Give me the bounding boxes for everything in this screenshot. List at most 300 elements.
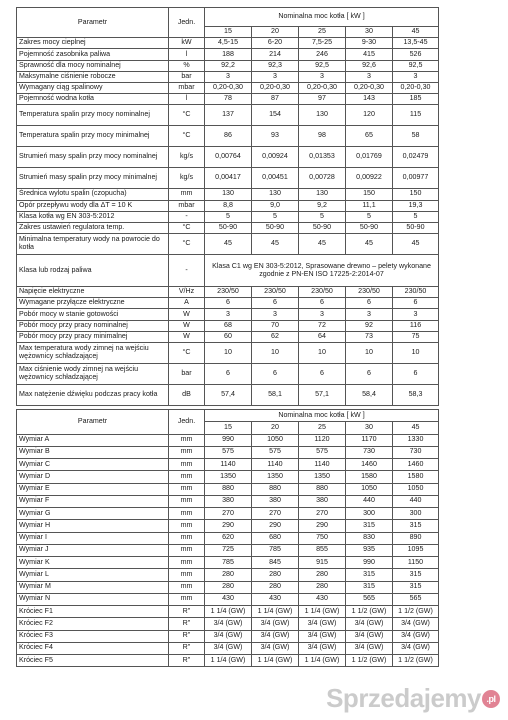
value-cell: 150 (346, 189, 393, 200)
value-cell: 290 (205, 520, 252, 532)
value-cell: 230/50 (346, 287, 393, 298)
value-cell: 3/4 (GW) (299, 618, 346, 630)
table-row (17, 82, 439, 93)
value-cell: 1350 (299, 471, 346, 483)
unit-cell: R" (169, 630, 205, 642)
value-cell: 1 1/2 (GW) (346, 655, 393, 667)
value-cell: 280 (252, 581, 299, 593)
value-cell: 280 (299, 581, 346, 593)
unit-cell: °C (169, 222, 205, 233)
value-cell: 1330 (393, 434, 439, 446)
value-cell: 130 (299, 189, 346, 200)
value-cell: 92,6 (346, 60, 393, 71)
value-cell: 1350 (252, 471, 299, 483)
table-row (17, 309, 439, 320)
header-unit: Jedn. (169, 410, 205, 435)
value-cell: 440 (393, 495, 439, 507)
value-cell: 3/4 (GW) (252, 642, 299, 654)
unit-cell: dB (169, 385, 205, 406)
unit-cell: bar (169, 71, 205, 82)
value-cell: 6-20 (252, 38, 299, 49)
value-cell: 45 (252, 234, 299, 255)
value-cell: 68 (205, 320, 252, 331)
param-cell: Wymiar J (17, 544, 169, 556)
unit-cell: kg/s (169, 147, 205, 168)
watermark-text: Sprzedajemy (326, 683, 481, 713)
table-row (17, 642, 439, 654)
value-cell: 1 1/4 (GW) (252, 606, 299, 618)
value-cell: 0,20-0,30 (299, 82, 346, 93)
value-cell: 730 (346, 446, 393, 458)
unit-cell: mm (169, 544, 205, 556)
value-cell: 575 (252, 446, 299, 458)
param-cell: Strumień masy spalin przy mocy nominalnej (17, 147, 169, 168)
table-row (17, 222, 439, 233)
value-cell: 725 (205, 544, 252, 556)
value-cell: 1 1/2 (GW) (393, 606, 439, 618)
unit-cell: mm (169, 557, 205, 569)
unit-cell: °C (169, 234, 205, 255)
value-cell: 3 (252, 309, 299, 320)
value-cell: 130 (299, 105, 346, 126)
value-cell: 280 (205, 569, 252, 581)
value-cell: 1 1/2 (GW) (393, 655, 439, 667)
param-cell: Wymiar I (17, 532, 169, 544)
value-cell: 10 (346, 343, 393, 364)
table-row (17, 60, 439, 71)
table-row (17, 255, 439, 287)
table-row (17, 655, 439, 667)
value-cell: 3 (346, 71, 393, 82)
value-cell: 230/50 (252, 287, 299, 298)
value-cell: 1140 (252, 459, 299, 471)
value-cell: 270 (205, 508, 252, 520)
value-cell: 10 (299, 343, 346, 364)
header-row (17, 8, 439, 27)
value-cell: 50-90 (252, 222, 299, 233)
header-param: Parametr (17, 8, 169, 38)
unit-cell: °C (169, 126, 205, 147)
param-cell: Max natężenie dźwięku podczas pracy kotła (17, 385, 169, 406)
value-cell: 0,01353 (299, 147, 346, 168)
value-cell: 750 (299, 532, 346, 544)
value-cell: 92,5 (393, 60, 439, 71)
param-cell: Opór przepływu wody dla ΔT = 10 K (17, 200, 169, 211)
value-cell: 3 (252, 71, 299, 82)
value-cell: 380 (205, 495, 252, 507)
value-cell: 1 1/4 (GW) (252, 655, 299, 667)
value-cell: 1140 (299, 459, 346, 471)
unit-cell: mm (169, 532, 205, 544)
value-cell: 3/4 (GW) (299, 642, 346, 654)
value-cell: 75 (393, 331, 439, 342)
value-cell: 380 (299, 495, 346, 507)
param-cell: Wymiar H (17, 520, 169, 532)
param-cell: Króciec F1 (17, 606, 169, 618)
value-cell: 3 (393, 71, 439, 82)
param-cell: Wymiar F (17, 495, 169, 507)
value-cell: 97 (299, 94, 346, 105)
value-cell: 10 (205, 343, 252, 364)
value-cell: 45 (393, 234, 439, 255)
value-cell: 188 (205, 49, 252, 60)
value-cell: 9,0 (252, 200, 299, 211)
value-cell: 270 (299, 508, 346, 520)
boiler-specs-table (16, 7, 439, 406)
value-cell: 87 (252, 94, 299, 105)
value-cell: 45 (205, 234, 252, 255)
table-row (17, 71, 439, 82)
value-cell: 6 (252, 298, 299, 309)
value-cell: 880 (205, 483, 252, 495)
value-cell: 380 (252, 495, 299, 507)
value-cell: 3 (346, 309, 393, 320)
value-cell: 5 (252, 211, 299, 222)
value-cell: 57,1 (299, 385, 346, 406)
value-cell: 92,5 (299, 60, 346, 71)
value-cell: 315 (346, 569, 393, 581)
value-cell: 5 (393, 211, 439, 222)
param-cell: Temperatura spalin przy mocy nominalnej (17, 105, 169, 126)
value-cell: 3/4 (GW) (299, 630, 346, 642)
value-cell: 315 (393, 581, 439, 593)
value-cell: 92 (346, 320, 393, 331)
value-cell: 3/4 (GW) (393, 618, 439, 630)
value-cell: 3 (205, 71, 252, 82)
table-row (17, 434, 439, 446)
param-cell: Wymiar A (17, 434, 169, 446)
value-cell: 6 (205, 298, 252, 309)
param-cell: Wymiar M (17, 581, 169, 593)
table-row (17, 287, 439, 298)
unit-cell: mm (169, 593, 205, 605)
value-cell: 1120 (299, 434, 346, 446)
table-row (17, 364, 439, 385)
value-cell: 0,20-0,30 (393, 82, 439, 93)
param-cell: Zakres ustawień regulatora temp. (17, 222, 169, 233)
value-cell: 855 (299, 544, 346, 556)
value-cell: 0,20-0,30 (252, 82, 299, 93)
value-cell: 120 (346, 105, 393, 126)
table-row (17, 557, 439, 569)
value-cell: 290 (252, 520, 299, 532)
param-cell: Pobór mocy przy pracy minimalnej (17, 331, 169, 342)
table-row (17, 520, 439, 532)
unit-cell: R" (169, 618, 205, 630)
param-cell: Wymiar L (17, 569, 169, 581)
param-cell: Klasa kotła wg EN 303-5:2012 (17, 211, 169, 222)
value-cell: 19,3 (393, 200, 439, 211)
value-cell: 1 1/4 (GW) (205, 606, 252, 618)
value-cell: 1350 (205, 471, 252, 483)
value-cell: 3/4 (GW) (252, 618, 299, 630)
value-cell: 0,00922 (346, 168, 393, 189)
param-cell: Wymiar D (17, 471, 169, 483)
table-row (17, 38, 439, 49)
value-cell: 0,00977 (393, 168, 439, 189)
param-cell: Wymiar K (17, 557, 169, 569)
param-cell: Pobór mocy przy pracy nominalnej (17, 320, 169, 331)
table-row (17, 508, 439, 520)
table-row (17, 343, 439, 364)
value-cell: 0,02479 (393, 147, 439, 168)
value-cell: 1460 (346, 459, 393, 471)
unit-cell: mm (169, 581, 205, 593)
table-row (17, 606, 439, 618)
value-cell: 890 (393, 532, 439, 544)
table-row (17, 459, 439, 471)
value-cell: 1 1/4 (GW) (205, 655, 252, 667)
param-cell: Wymiar N (17, 593, 169, 605)
unit-cell: mm (169, 569, 205, 581)
unit-cell: mm (169, 471, 205, 483)
header-power: 45 (393, 27, 439, 38)
value-cell: 9-30 (346, 38, 393, 49)
value-cell: 1050 (252, 434, 299, 446)
value-cell: 430 (299, 593, 346, 605)
value-cell: 3/4 (GW) (205, 618, 252, 630)
unit-cell: mm (169, 508, 205, 520)
value-cell: 1095 (393, 544, 439, 556)
unit-cell: % (169, 60, 205, 71)
header-param: Parametr (17, 410, 169, 435)
value-cell: 990 (205, 434, 252, 446)
param-cell: Sprawność dla mocy nominalnej (17, 60, 169, 71)
value-cell: 0,00764 (205, 147, 252, 168)
unit-cell: mm (169, 189, 205, 200)
value-cell: 845 (252, 557, 299, 569)
table-row (17, 126, 439, 147)
table-row (17, 593, 439, 605)
value-cell: 3 (393, 309, 439, 320)
value-cell: 3/4 (GW) (205, 642, 252, 654)
value-cell: 50-90 (393, 222, 439, 233)
value-cell: 115 (393, 105, 439, 126)
value-cell: 6 (205, 364, 252, 385)
value-cell: 13,5-45 (393, 38, 439, 49)
param-cell: Pobór mocy w stanie gotowości (17, 309, 169, 320)
table-row (17, 168, 439, 189)
value-cell: 830 (346, 532, 393, 544)
table-row (17, 200, 439, 211)
table-row (17, 234, 439, 255)
value-cell: 93 (252, 126, 299, 147)
unit-cell: R" (169, 606, 205, 618)
value-cell: 880 (252, 483, 299, 495)
value-cell: 65 (346, 126, 393, 147)
param-cell: Napięcie elektryczne (17, 287, 169, 298)
value-cell: 785 (205, 557, 252, 569)
value-cell: 430 (205, 593, 252, 605)
value-cell: 6 (346, 364, 393, 385)
boiler-dimensions-table (16, 409, 439, 667)
value-cell: 0,00728 (299, 168, 346, 189)
table-row (17, 147, 439, 168)
value-cell: 246 (299, 49, 346, 60)
value-cell: 1460 (393, 459, 439, 471)
unit-cell: mm (169, 520, 205, 532)
table-row (17, 385, 439, 406)
value-cell: 57,4 (205, 385, 252, 406)
value-cell: 58,4 (346, 385, 393, 406)
value-cell: 935 (346, 544, 393, 556)
value-cell: 3/4 (GW) (393, 642, 439, 654)
header-power-group: Nominalna moc kotła [ kW ] (205, 8, 439, 27)
value-cell: 1 1/4 (GW) (299, 655, 346, 667)
value-cell: 230/50 (205, 287, 252, 298)
table-row (17, 495, 439, 507)
header-power: 25 (299, 27, 346, 38)
value-cell: 4,5-15 (205, 38, 252, 49)
value-cell: 6 (393, 364, 439, 385)
table-row (17, 618, 439, 630)
param-cell: Króciec F3 (17, 630, 169, 642)
param-cell: Max ciśnienie wody zimnej na wejściu wężownicy schładzającej (17, 364, 169, 385)
param-cell: Wymagane przyłącze elektryczne (17, 298, 169, 309)
value-cell: 60 (205, 331, 252, 342)
param-cell: Wymiar E (17, 483, 169, 495)
value-cell: 45 (346, 234, 393, 255)
unit-cell: kW (169, 38, 205, 49)
value-cell: 680 (252, 532, 299, 544)
value-cell: 58,3 (393, 385, 439, 406)
value-cell: 1580 (346, 471, 393, 483)
value-cell: 50-90 (299, 222, 346, 233)
table-row (17, 189, 439, 200)
param-cell: Króciec F5 (17, 655, 169, 667)
value-cell: 58 (393, 126, 439, 147)
value-cell: 50-90 (346, 222, 393, 233)
value-cell: 0,20-0,30 (205, 82, 252, 93)
value-cell: 64 (299, 331, 346, 342)
value-cell: 45 (299, 234, 346, 255)
value-cell: 0,00924 (252, 147, 299, 168)
unit-cell: mm (169, 495, 205, 507)
table-row (17, 331, 439, 342)
value-cell: 990 (346, 557, 393, 569)
value-cell: 1170 (346, 434, 393, 446)
unit-cell: R" (169, 655, 205, 667)
param-cell: Klasa lub rodzaj paliwa (17, 255, 169, 287)
table-row (17, 569, 439, 581)
value-cell: 6 (252, 364, 299, 385)
unit-cell: mbar (169, 200, 205, 211)
unit-cell: mm (169, 434, 205, 446)
param-cell: Max temperatura wody zimnej na wejściu wężownicy schładzającej (17, 343, 169, 364)
param-cell: Wymiar C (17, 459, 169, 471)
value-cell: 150 (393, 189, 439, 200)
value-cell: 1050 (346, 483, 393, 495)
value-cell: 785 (252, 544, 299, 556)
table-row (17, 471, 439, 483)
value-cell: 3/4 (GW) (393, 630, 439, 642)
param-cell: Maksymalne ciśnienie robocze (17, 71, 169, 82)
value-cell: 1140 (205, 459, 252, 471)
value-cell: 430 (252, 593, 299, 605)
value-cell: 5 (299, 211, 346, 222)
value-cell: 1150 (393, 557, 439, 569)
value-cell: 11,1 (346, 200, 393, 211)
value-cell: 92,3 (252, 60, 299, 71)
value-cell: 70 (252, 320, 299, 331)
param-cell: Wymiar G (17, 508, 169, 520)
value-cell: 3/4 (GW) (205, 630, 252, 642)
value-cell: 3/4 (GW) (346, 618, 393, 630)
value-cell: 5 (346, 211, 393, 222)
value-cell: 1 1/4 (GW) (299, 606, 346, 618)
value-cell: 92,2 (205, 60, 252, 71)
value-cell: 0,00417 (205, 168, 252, 189)
value-cell: 575 (299, 446, 346, 458)
table-row (17, 105, 439, 126)
header-power: 20 (252, 422, 299, 434)
value-cell: 3/4 (GW) (346, 630, 393, 642)
value-cell: 290 (299, 520, 346, 532)
value-cell: 315 (346, 520, 393, 532)
table-row (17, 320, 439, 331)
unit-cell: °C (169, 343, 205, 364)
header-row (17, 410, 439, 422)
value-cell: 10 (252, 343, 299, 364)
value-cell: 565 (393, 593, 439, 605)
value-cell: 10 (393, 343, 439, 364)
value-cell: 0,00451 (252, 168, 299, 189)
value-cell: 143 (346, 94, 393, 105)
value-cell: 154 (252, 105, 299, 126)
value-cell: 915 (299, 557, 346, 569)
param-cell: Wymagany ciąg spalinowy (17, 82, 169, 93)
value-cell: 137 (205, 105, 252, 126)
value-cell: 315 (393, 520, 439, 532)
unit-cell: A (169, 298, 205, 309)
unit-cell: - (169, 255, 205, 287)
merged-value-cell: Klasa C1 wg EN 303-5:2012, Sprasowane drewno – pelety wykonane zgodnie z PN-EN ISO 17225-2:2014-07 (205, 255, 439, 287)
param-cell: Króciec F2 (17, 618, 169, 630)
value-cell: 3 (299, 71, 346, 82)
param-cell: Minimalna temperatury wody na powrocie do kotła (17, 234, 169, 255)
value-cell: 620 (205, 532, 252, 544)
value-cell: 3/4 (GW) (346, 642, 393, 654)
table-row (17, 581, 439, 593)
param-cell: Zakres mocy cieplnej (17, 38, 169, 49)
table-row (17, 630, 439, 642)
sprzedajemy-logo (326, 683, 500, 714)
param-cell: Wymiar B (17, 446, 169, 458)
table-row (17, 94, 439, 105)
header-power: 15 (205, 422, 252, 434)
value-cell: 214 (252, 49, 299, 60)
value-cell: 6 (393, 298, 439, 309)
table-row (17, 532, 439, 544)
param-cell: Pojemność wodna kotła (17, 94, 169, 105)
value-cell: 58,1 (252, 385, 299, 406)
value-cell: 0,20-0,30 (346, 82, 393, 93)
param-cell: Temperatura spalin przy mocy minimalnej (17, 126, 169, 147)
value-cell: 230/50 (299, 287, 346, 298)
watermark-badge: .pl (482, 690, 500, 708)
unit-cell: kg/s (169, 168, 205, 189)
value-cell: 880 (299, 483, 346, 495)
value-cell: 280 (299, 569, 346, 581)
value-cell: 3/4 (GW) (252, 630, 299, 642)
value-cell: 270 (252, 508, 299, 520)
value-cell: 230/50 (393, 287, 439, 298)
header-power-group: Nominalna moc kotła [ kW ] (205, 410, 439, 422)
value-cell: 130 (252, 189, 299, 200)
value-cell: 300 (393, 508, 439, 520)
value-cell: 315 (346, 581, 393, 593)
value-cell: 3 (205, 309, 252, 320)
